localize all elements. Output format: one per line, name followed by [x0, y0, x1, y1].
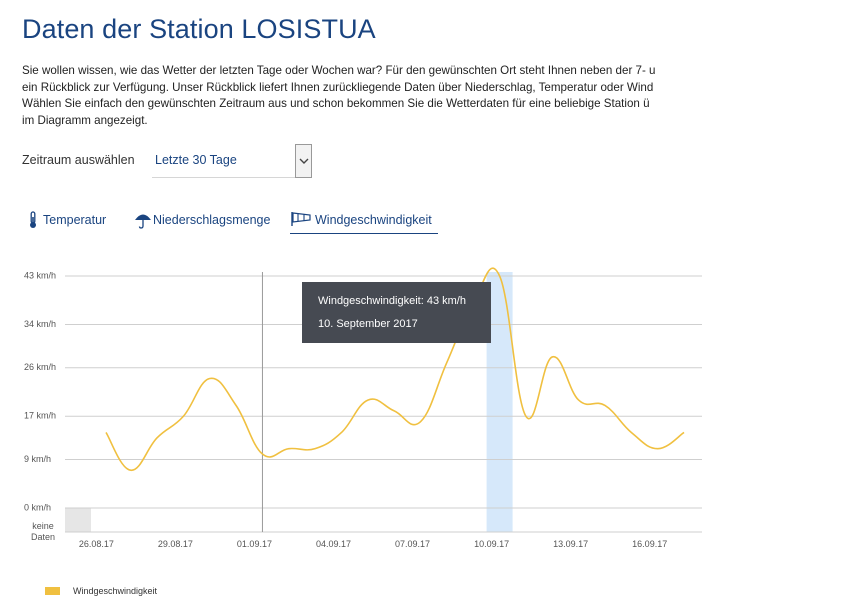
thermometer-icon	[28, 211, 38, 229]
data-point[interactable]	[340, 430, 344, 434]
data-point[interactable]	[366, 398, 370, 402]
data-point[interactable]	[260, 452, 264, 456]
data-point[interactable]	[208, 377, 212, 381]
data-point[interactable]	[129, 468, 133, 472]
data-point[interactable]	[155, 436, 159, 440]
data-point[interactable]	[524, 414, 528, 418]
no-data-label: Daten	[30, 532, 56, 542]
tab-label: Temperatur	[43, 213, 107, 227]
no-data-label: keine	[32, 521, 54, 531]
page-title: Daten der Station LOSISTUA	[22, 14, 376, 44]
tab-temperatur[interactable]	[28, 211, 118, 231]
data-point[interactable]	[287, 447, 291, 451]
data-point[interactable]	[577, 398, 581, 402]
tooltip-date: 10. September 2017	[318, 318, 418, 330]
data-point[interactable]	[419, 420, 423, 424]
y-tick-label: 26 km/h	[24, 362, 57, 373]
data-point[interactable]	[498, 274, 502, 278]
y-tick-label: 0 km/h	[24, 502, 52, 513]
data-point[interactable]	[392, 409, 396, 413]
data-point[interactable]	[104, 430, 108, 434]
umbrella-icon	[134, 211, 152, 229]
data-point[interactable]	[629, 430, 633, 434]
x-tick-label: 29.08.17	[157, 539, 193, 549]
data-point[interactable]	[682, 430, 686, 434]
data-point[interactable]	[550, 355, 554, 359]
legend-swatch	[45, 587, 60, 595]
y-tick-label: 9 km/h	[24, 453, 52, 464]
x-tick-label: 07.09.17	[395, 539, 431, 549]
tab-niederschlagsmenge[interactable]	[134, 211, 274, 231]
y-tick-label: 34 km/h	[24, 318, 57, 329]
intro-line: ein Rückblick zur Verfügung. Unser Rückblick liefert Ihnen zurückliegende Daten über Niederschlag, Temperatur oder Wind	[22, 80, 654, 94]
y-tick-label: 43 km/h	[24, 270, 57, 281]
chevron-down-icon	[299, 158, 309, 165]
range-label: Zeitraum auswählen	[22, 153, 135, 167]
tab-label: Niederschlagsmenge	[153, 213, 271, 227]
data-point[interactable]	[181, 414, 185, 418]
data-point[interactable]	[313, 447, 317, 451]
range-select[interactable]	[152, 144, 312, 178]
intro-line: Sie wollen wissen, wie das Wetter der letzten Tage oder Wochen war? Für den gewünschten Ort steht Ihnen neben der 7- u	[22, 64, 656, 77]
data-point[interactable]	[445, 360, 449, 364]
intro-text	[22, 63, 704, 129]
legend-label: Windgeschwindigkeit	[73, 586, 158, 596]
y-tick-label: 17 km/h	[24, 410, 57, 421]
x-tick-label: 16.09.17	[632, 539, 668, 549]
x-tick-label: 26.08.17	[78, 539, 114, 549]
no-data-block	[65, 508, 91, 532]
intro-line: im Diagramm angezeigt.	[22, 113, 148, 127]
x-tick-label: 13.09.17	[553, 539, 589, 549]
windsock-icon	[290, 211, 312, 227]
data-point[interactable]	[656, 447, 660, 451]
range-select-toggle[interactable]	[295, 144, 312, 178]
x-tick-label: 01.09.17	[236, 539, 272, 549]
x-tick-label: 10.09.17	[474, 539, 510, 549]
intro-line: Wählen Sie einfach den gewünschten Zeitraum aus und schon bekommen Sie die Wetterdaten für eine beliebige Station ü	[22, 97, 650, 110]
data-point[interactable]	[234, 403, 238, 407]
tab-label: Windgeschwindigkeit	[315, 213, 432, 227]
data-point[interactable]	[603, 403, 607, 407]
chart-tooltip	[302, 282, 491, 343]
range-select-value: Letzte 30 Tage	[155, 153, 237, 167]
tooltip-value: Windgeschwindigkeit: 43 km/h	[318, 295, 466, 307]
tab-windgeschwindigkeit[interactable]	[290, 211, 438, 234]
x-tick-label: 04.09.17	[315, 539, 352, 549]
